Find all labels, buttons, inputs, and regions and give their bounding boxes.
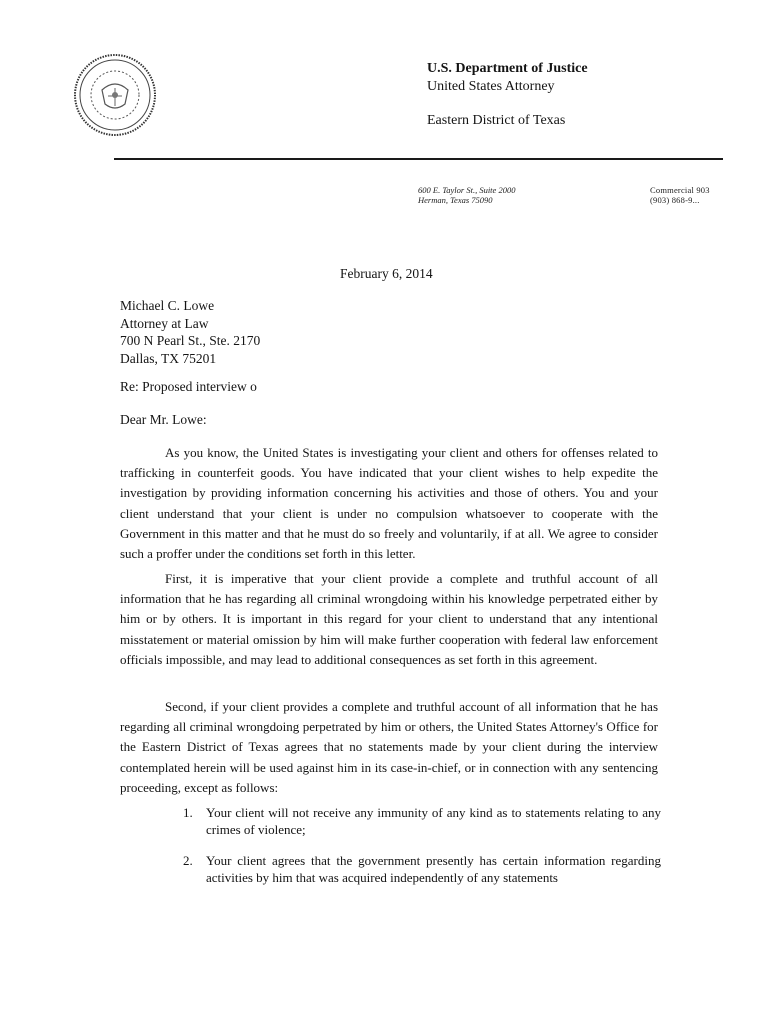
subject-line: Re: Proposed interview o <box>120 379 257 394</box>
recipient-city: Dallas, TX 75201 <box>120 350 217 366</box>
address-line-1: 600 E. Taylor St., Suite 2000 <box>418 185 516 195</box>
list-item <box>183 804 661 838</box>
phone-line-2: (903) 868-9... <box>650 195 700 205</box>
recipient-name: Michael C. Lowe <box>120 298 215 313</box>
recipient-block <box>120 297 260 367</box>
office-address <box>418 185 515 205</box>
list-item-number: 2. <box>183 853 193 868</box>
address-line-2: Herman, Texas 75090 <box>418 195 493 205</box>
paragraph-text: As you know, the United States is investigating your client and others for offenses related to trafficking in counterfeit goods. You have indicated that your client wishes to help expedite the investigation by providing information concerning his activities and those of others. You and your client understand that your client is under no compulsion whatsoever to cooperate with the Government in this matter and that he must do so freely and voluntarily, if at all. We agree to consider such a proffer under the conditions set forth in this letter. <box>120 445 658 562</box>
doj-seal-icon <box>72 52 158 138</box>
office-phone <box>650 185 710 205</box>
district-name: Eastern District of Texas <box>427 113 566 128</box>
list-item-number: 1. <box>183 805 193 820</box>
office-name: United States Attorney <box>427 79 555 94</box>
recipient-title: Attorney at Law <box>120 315 209 331</box>
exception-list <box>183 804 661 838</box>
body-paragraph <box>120 569 658 670</box>
paragraph-text: Second, if your client provides a complete and truthful account of all information that he has regarding all criminal wrongdoing perpetrated by him or others, the United States Attorney's Office for the Eastern District of Texas agrees that no statements made by your client during the interview contemplated herein will be used against him in its case-in-chief, or in connection with any sentencing proceeding, except as follows: <box>120 699 658 795</box>
phone-line-1: Commercial 903 <box>650 185 710 195</box>
exception-list <box>183 852 661 886</box>
list-item <box>183 852 661 886</box>
body-paragraph <box>120 697 658 798</box>
letter-date: February 6, 2014 <box>340 266 433 281</box>
salutation: Dear Mr. Lowe: <box>120 412 207 427</box>
department-name: U.S. Department of Justice <box>427 61 588 76</box>
body-paragraph <box>120 443 658 564</box>
paragraph-text: First, it is imperative that your client provide a complete and truthful account of all information that he has regarding all criminal wrongdoing within his knowledge perpetrated either by him or by others. It is important in this regard for your client to understand that any intentional misstatement or material omission by him will make further cooperation with federal law enforcement officials impossible, and may lead to additional consequences as set forth in this agreement. <box>120 571 658 667</box>
list-item-text: Your client agrees that the government presently has certain information regarding activities by him that was acquired independently of any statements <box>206 853 661 885</box>
recipient-street: 700 N Pearl St., Ste. 2170 <box>120 333 261 348</box>
letterhead-divider <box>114 158 723 160</box>
letterhead <box>427 60 588 130</box>
list-item-text: Your client will not receive any immunity of any kind as to statements relating to any crimes of violence; <box>206 805 661 837</box>
